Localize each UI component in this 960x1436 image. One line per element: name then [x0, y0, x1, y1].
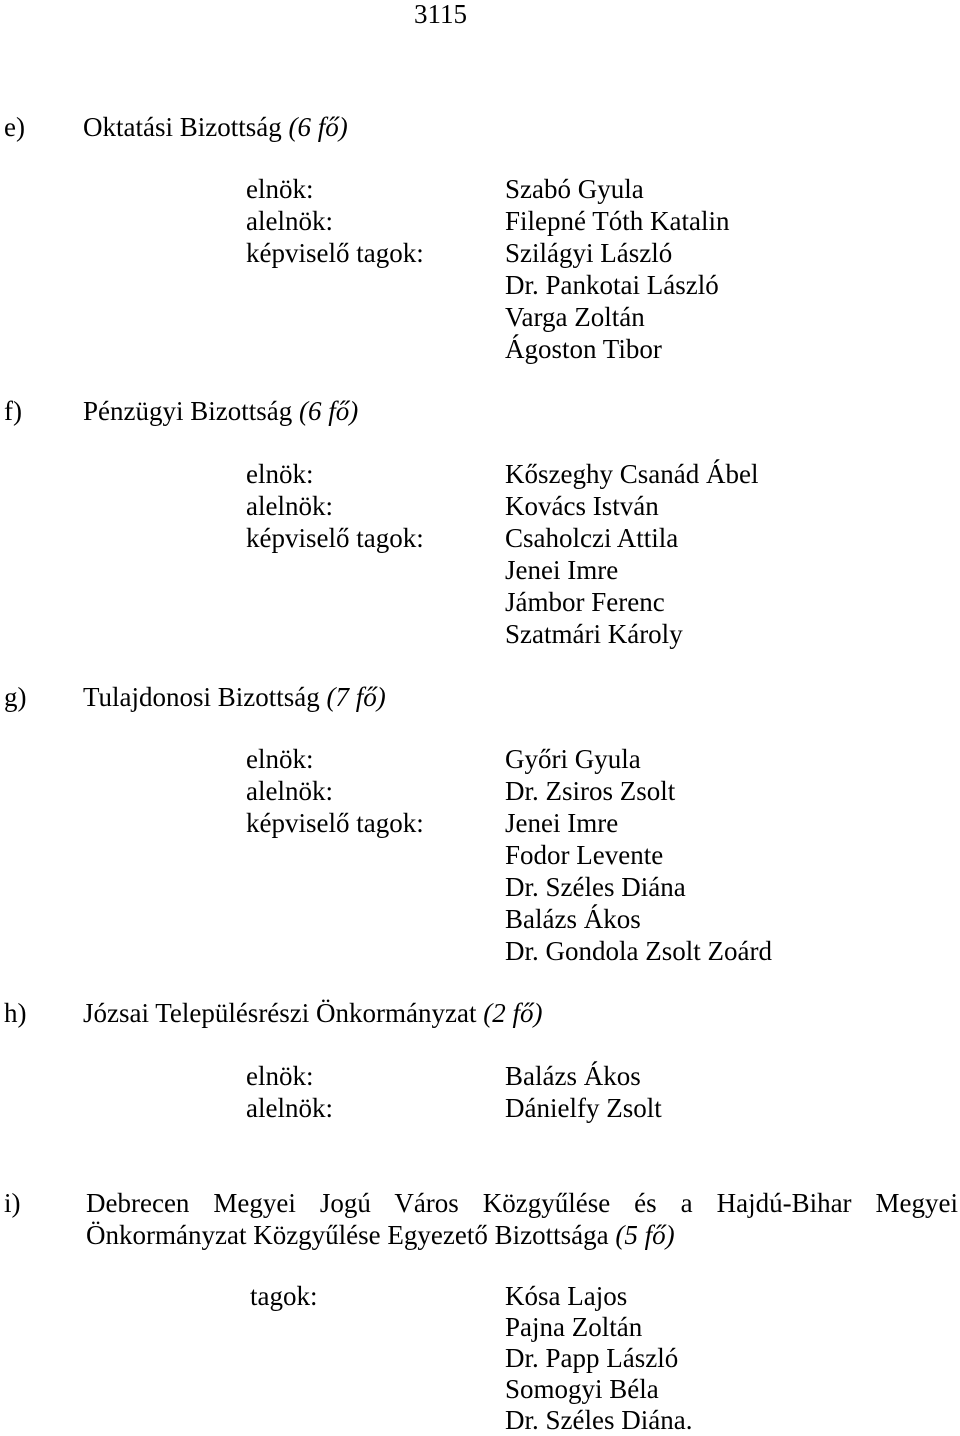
section-letter: i) — [4, 1188, 21, 1218]
page-number: 3115 — [414, 0, 467, 29]
member-name: Jámbor Ferenc — [505, 587, 665, 617]
role-label-members: tagok: — [250, 1281, 318, 1311]
committee-row-member — [0, 586, 960, 618]
committee-members-table — [0, 458, 960, 650]
section-member-count: (6 fő) — [288, 112, 348, 142]
section-title: Tulajdonosi Bizottság — [83, 682, 320, 712]
member-name: Jenei Imre — [505, 808, 619, 838]
member-name: Dr. Gondola Zsolt Zoárd — [505, 936, 772, 966]
member-name: Somogyi Béla — [505, 1374, 659, 1404]
member-name: Csaholczi Attila — [505, 523, 679, 553]
section-title-wrap — [83, 997, 542, 1029]
committee-row-vice-chair — [0, 490, 960, 522]
member-name: Győri Gyula — [505, 744, 641, 774]
committee-row-member — [0, 1343, 960, 1374]
member-name: Dr. Zsiros Zsolt — [505, 776, 676, 806]
member-name: Szilágyi László — [505, 238, 673, 268]
committee-row-member — [0, 333, 960, 365]
section-member-count: (7 fő) — [326, 682, 386, 712]
member-name: Dr. Széles Diána — [505, 872, 686, 902]
member-name: Balázs Ákos — [505, 904, 641, 934]
section-heading — [0, 395, 960, 427]
member-name: Kőszeghy Csanád Ábel — [505, 459, 759, 489]
section-title-wrap — [83, 681, 386, 713]
role-label-vice-chair: alelnök: — [246, 776, 333, 806]
member-name: Dr. Pankotai László — [505, 270, 719, 300]
member-name: Dr. Papp László — [505, 1343, 679, 1373]
section-heading — [0, 681, 960, 713]
section-title-line-2: Önkormányzat Közgyűlése Egyezető Bizottsága — [86, 1220, 609, 1250]
committee-row-member — [0, 1374, 960, 1405]
committee-row-member — [0, 839, 960, 871]
role-label-vice-chair: alelnök: — [246, 206, 333, 236]
role-label-members: képviselő tagok: — [246, 523, 424, 553]
member-name: Pajna Zoltán — [505, 1312, 643, 1342]
section-member-count: (5 fő) — [615, 1220, 675, 1250]
committee-row-member — [0, 871, 960, 903]
committee-row-member — [0, 522, 960, 554]
member-name: Varga Zoltán — [505, 302, 645, 332]
committee-row-chair — [0, 1060, 960, 1092]
committee-members-table — [0, 1060, 960, 1124]
committee-row-member — [0, 237, 960, 269]
committee-row-member — [0, 807, 960, 839]
member-name: Kovács István — [505, 491, 659, 521]
committee-members-table — [0, 1281, 960, 1436]
committee-row-vice-chair — [0, 775, 960, 807]
member-name: Jenei Imre — [505, 555, 619, 585]
member-name: Fodor Levente — [505, 840, 664, 870]
role-label-chair: elnök: — [246, 1061, 314, 1091]
section-member-count: (6 fő) — [298, 396, 359, 426]
member-name: Szabó Gyula — [505, 174, 644, 204]
section-title-wrap — [83, 395, 358, 427]
role-label-chair: elnök: — [246, 174, 314, 204]
section-title: Pénzügyi Bizottság — [83, 396, 293, 426]
committee-row-member — [0, 1281, 960, 1312]
committee-row-chair — [0, 458, 960, 490]
section-letter: f) — [4, 396, 22, 426]
section-title: Józsai Településrészi Önkormányzat — [83, 998, 477, 1028]
committee-row-member — [0, 1312, 960, 1343]
section-letter: g) — [4, 682, 27, 712]
role-label-chair: elnök: — [246, 744, 314, 774]
section-heading — [0, 111, 960, 143]
section-letter: e) — [4, 112, 25, 142]
committee-row-member — [0, 269, 960, 301]
committee-row-chair — [0, 743, 960, 775]
member-name: Filepné Tóth Katalin — [505, 206, 730, 236]
section-member-count: (2 fő) — [483, 998, 543, 1028]
section-title-line-1: Debrecen Megyei Jogú Város Közgyűlése és a Hajdú-Bihar Megyei — [86, 1188, 958, 1218]
committee-row-member — [0, 935, 960, 967]
role-label-chair: elnök: — [246, 459, 314, 489]
section-title-line-2-wrap — [86, 1219, 675, 1251]
committee-row-member — [0, 554, 960, 586]
committee-members-table — [0, 743, 960, 967]
section-title-wrap — [83, 111, 348, 143]
role-label-members: képviselő tagok: — [246, 238, 424, 268]
committee-members-table — [0, 173, 960, 365]
committee-row-member — [0, 1405, 960, 1436]
role-label-members: képviselő tagok: — [246, 808, 424, 838]
role-label-vice-chair: alelnök: — [246, 1093, 333, 1123]
committee-row-vice-chair — [0, 205, 960, 237]
member-name: Ágoston Tibor — [505, 334, 662, 364]
section-title: Oktatási Bizottság — [83, 112, 282, 142]
committee-row-member — [0, 903, 960, 935]
section-heading — [0, 997, 960, 1029]
committee-row-member — [0, 618, 960, 650]
member-name: Szatmári Károly — [505, 619, 683, 649]
committee-row-member — [0, 301, 960, 333]
member-name: Kósa Lajos — [505, 1281, 628, 1311]
member-name: Dánielfy Zsolt — [505, 1093, 662, 1123]
committee-row-vice-chair — [0, 1092, 960, 1124]
member-name: Balázs Ákos — [505, 1061, 641, 1091]
committee-row-chair — [0, 173, 960, 205]
role-label-vice-chair: alelnök: — [246, 491, 333, 521]
section-letter: h) — [4, 998, 27, 1028]
member-name: Dr. Széles Diána. — [505, 1405, 693, 1435]
